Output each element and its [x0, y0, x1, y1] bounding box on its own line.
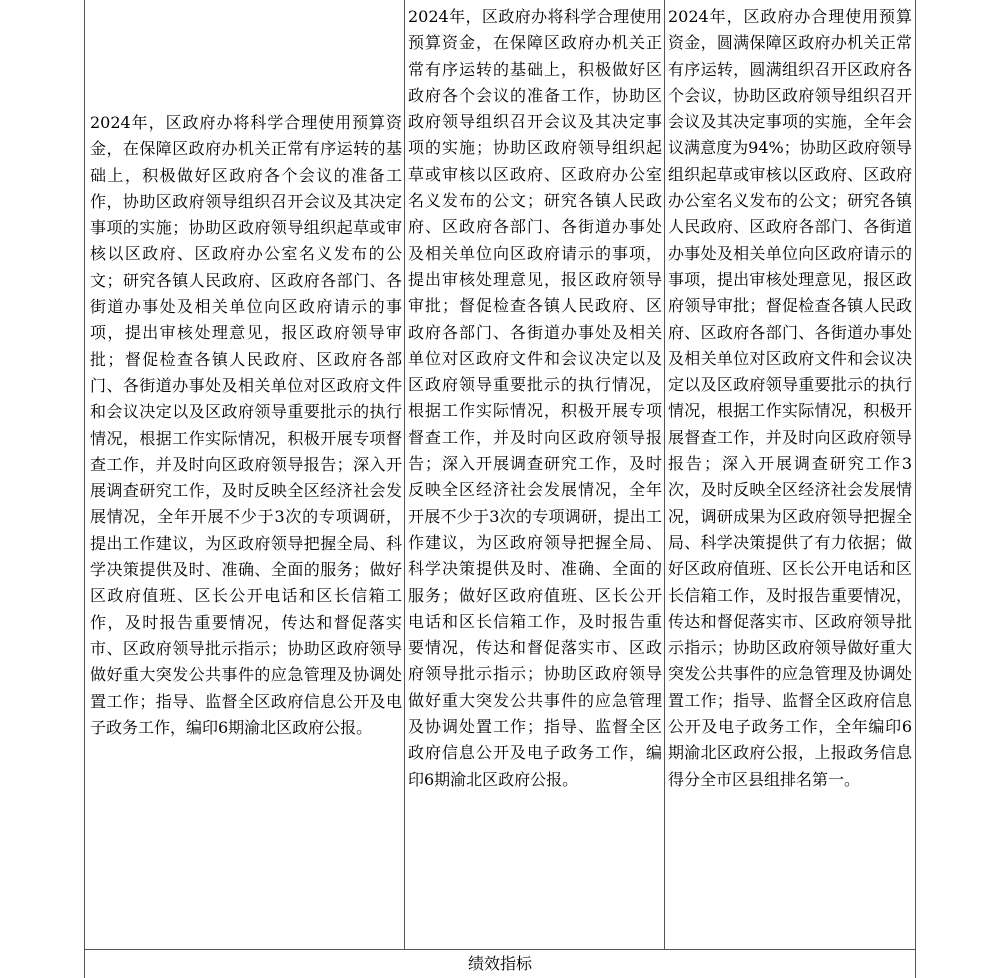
table-border-left	[84, 0, 85, 978]
goal-description-cell: 2024年，区政府办将科学合理使用预算资金，在保障区政府办机关正常有序运转的基础上，积极做好区政府各个会议的准备工作，协助区政府领导组织召开会议及其决定事项的实施；协助区政府领导组织起草或审核以区政府、区政府办公室名义发布的公文；研究各镇人民政府、区政府各部门、各街道办事处及相关单位向区政府请示的事项，提出审核处理意见，报区政府领导审批；督促检查各镇人民政府、区政府各部门、各街道办事处及相关单位对区政府文件和会议决定以及区政府领导重要批示的执行情况，根据工作实际情况，积极开展专项督查工作，并及时向区政府领导报告；深入开展调查研究工作，及时反映全区经济社会发展情况，全年开展不少于3次的专项调研，提出工作建议，为区政府领导把握全局、科学决策提供及时、准确、全面的服务；做好区政府值班、区长公开电话和区长信箱工作，及时报告重要情况，传达和督促落实市、区政府领导批示指示；协助区政府领导做好重大突发公共事件的应急管理及协调处置工作；指导、监督全区政府信息公开及电子政务工作，编印6期渝北区政府公报。	[90, 113, 402, 737]
column-divider-1	[404, 0, 405, 950]
performance-table	[84, 0, 916, 978]
column-divider-2	[664, 0, 665, 950]
completion-description-cell: 2024年，区政府办合理使用预算资金，圆满保障区政府办机关正常有序运转，圆满组织召开区政府各个会议，协助区政府领导组织召开会议及其决定事项的实施，全年会议满意度为94%；协助区政府领导组织起草或审核以区政府、区政府办公室名义发布的公文；研究各镇人民政府、区政府各部门、各街道办事处及相关单位向区政府请示的事项，提出审核处理意见，报区政府领导审批；督促检查各镇人民政府、区政府各部门、各街道办事处及相关单位对区政府文件和会议决定以及区政府领导重要批示的执行情况，根据工作实际情况，积极开展督查工作，并及时向区政府领导报告；深入开展调查研究工作3次，及时反映全区经济社会发展情况，调研成果为区政府领导把握全局、科学决策提供了有力依据；做好区政府值班、区长公开电话和区长信箱工作，及时报告重要情况，传达和督促落实市、区政府领导批示指示；协助区政府领导做好重大突发公共事件的应急管理及协调处置工作；指导、监督全区政府信息公开及电子政务工作，全年编印6期渝北区政府公报，上报政务信息得分全市区县组排名第一。	[668, 7, 912, 789]
performance-indicators-header: 绩效指标	[467, 954, 532, 973]
target-description-cell: 2024年，区政府办将科学合理使用预算资金，在保障区政府办机关正常有序运转的基础上，积极做好区政府各个会议的准备工作，协助区政府领导组织召开会议及其决定事项的实施；协助区政府领导组织起草或审核以区政府、区政府办公室名义发布的公文；研究各镇人民政府、区政府各部门、各街道办事处及相关单位向区政府请示的事项，提出审核处理意见，报区政府领导审批；督促检查各镇人民政府、区政府各部门、各街道办事处及相关单位对区政府文件和会议决定以及区政府领导重要批示的执行情况，根据工作实际情况，积极开展专项督查工作，并及时向区政府领导报告；深入开展调查研究工作，及时反映全区经济社会发展情况，全年开展不少于3次的专项调研，提出工作建议，为区政府领导把握全局、科学决策提供及时、准确、全面的服务；做好区政府值班、区长公开电话和区长信箱工作，及时报告重要情况，传达和督促落实市、区政府领导批示指示；协助区政府领导做好重大突发公共事件的应急管理及协调处置工作；指导、监督全区政府信息公开及电子政务工作，编印6期渝北区政府公报。	[408, 7, 662, 789]
table-border-right	[915, 0, 916, 978]
